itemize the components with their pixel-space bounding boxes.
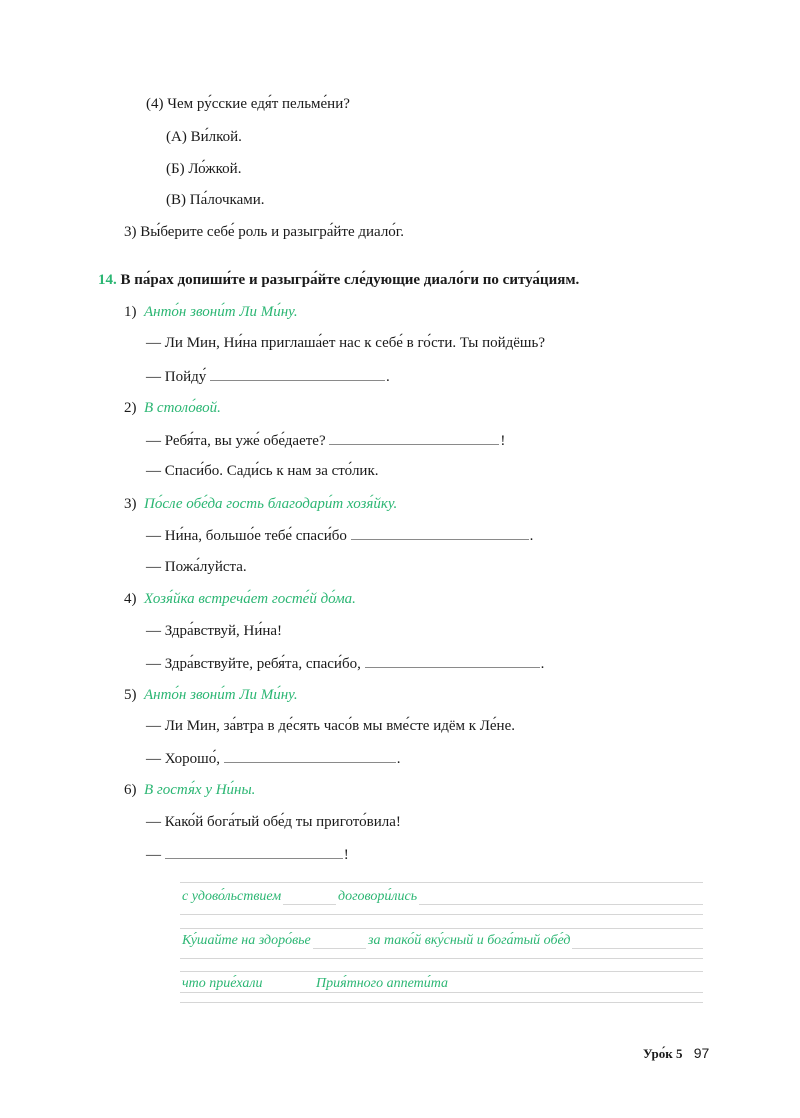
word-chip: за тако́й вку́сный и бога́тый обе́д <box>368 933 571 948</box>
exercise-number: 14. <box>98 272 117 288</box>
ruled-line <box>180 882 703 883</box>
answer-blank[interactable] <box>329 430 499 445</box>
step-3-instruction: 3) Вы́берите себе́ роль и разыгра́йте диало́г. <box>124 224 405 240</box>
word-chip: что прие́хали <box>182 976 263 991</box>
word-bank-row-3 <box>180 976 703 1000</box>
dialog-line-text: — Хорошо́, <box>146 751 220 767</box>
dialog-3-situation-row <box>124 494 397 514</box>
exercise-14-heading <box>98 270 579 290</box>
dialog-situation: Анто́н звони́т Ли Ми́ну. <box>144 687 298 703</box>
word-chip: Ку́шайте на здоро́вье <box>182 933 311 948</box>
page-number: 97 <box>693 1045 710 1061</box>
word-bank-row-1 <box>180 889 703 913</box>
word-bank-row-2 <box>180 933 703 957</box>
dialog-line: — Пожа́луйста. <box>146 559 247 575</box>
dialog-line: — Како́й бога́тый обе́д ты пригото́вила! <box>146 814 401 830</box>
line-end-punct: . <box>529 528 534 544</box>
dialog-line-text: — Пойду́ <box>146 369 207 385</box>
question-4: (4) Чем ру́сские едя́т пельме́ни? <box>146 96 350 112</box>
dialog-situation: В столо́вой. <box>144 400 221 416</box>
word-chip: с удово́льствием <box>182 889 282 904</box>
dialog-line-with-blank <box>146 366 390 387</box>
dialog-line: — Спаси́бо. Сади́сь к нам за сто́лик. <box>146 463 379 479</box>
answer-blank[interactable] <box>224 748 396 763</box>
answer-blank[interactable] <box>210 366 385 381</box>
dialog-situation: В гостя́х у Ни́ны. <box>144 782 256 798</box>
dialog-number: 4) <box>124 591 137 607</box>
answer-blank[interactable] <box>351 525 529 540</box>
ruled-line <box>180 914 703 915</box>
word-chip: договори́лись <box>338 889 418 904</box>
option-c: (В) Па́лочками. <box>166 192 265 208</box>
dialog-line-with-blank <box>146 525 533 546</box>
dialog-2-situation-row <box>124 398 221 418</box>
answer-blank[interactable] <box>365 653 540 668</box>
dialog-line-text: — <box>146 847 161 863</box>
dialog-line-text: — Ребя́та, вы уже́ обе́даете? <box>146 433 326 449</box>
dialog-1-situation-row <box>124 302 298 322</box>
page-footer <box>643 1045 709 1062</box>
dialog-line: — Ли Мин, Ни́на приглаша́ет нас к себе́ в го́сти. Ты пойдёшь? <box>146 335 545 351</box>
answer-blank[interactable] <box>165 844 343 859</box>
dialog-line-with-blank <box>146 430 505 451</box>
dialog-situation: Хозя́йка встреча́ет госте́й до́ма. <box>144 591 356 607</box>
word-chip: Прия́тного аппети́та <box>316 976 449 991</box>
ruled-line <box>180 928 703 929</box>
dialog-6-situation-row <box>124 780 255 800</box>
dialog-number: 2) <box>124 400 137 416</box>
dialog-number: 1) <box>124 304 137 320</box>
line-end-punct: . <box>540 656 545 672</box>
dialog-5-situation-row <box>124 685 298 705</box>
dialog-line: — Ли Мин, за́втра в де́сять часо́в мы вме́сте идём к Ле́не. <box>146 718 515 734</box>
dialog-situation: Анто́н звони́т Ли Ми́ну. <box>144 304 298 320</box>
dialog-number: 6) <box>124 782 137 798</box>
dialog-number: 3) <box>124 496 137 512</box>
dialog-line-with-blank <box>146 844 349 865</box>
dialog-number: 5) <box>124 687 137 703</box>
dialog-line-with-blank <box>146 748 400 769</box>
lesson-label: Уро́к 5 <box>643 1046 683 1061</box>
exercise-title: В па́рах допиши́те и разыгра́йте сле́дующие диало́ги по ситуа́циям. <box>120 272 580 288</box>
line-end-punct: ! <box>343 847 349 863</box>
line-end-punct: ! <box>500 433 506 449</box>
option-b: (Б) Ло́жкой. <box>166 161 242 177</box>
ruled-line <box>180 1002 703 1003</box>
dialog-4-situation-row <box>124 589 356 609</box>
dialog-line-text: — Здра́вствуйте, ребя́та, спаси́бо, <box>146 656 361 672</box>
ruled-line <box>180 958 703 959</box>
dialog-line-with-blank <box>146 653 544 674</box>
ruled-line <box>180 971 703 972</box>
line-end-punct: . <box>386 369 390 385</box>
line-end-punct: . <box>396 751 401 767</box>
option-a: (А) Ви́лкой. <box>166 129 242 145</box>
dialog-line: — Здра́вствуй, Ни́на! <box>146 623 283 639</box>
dialog-situation: По́сле обе́да гость благодари́т хозя́йку. <box>144 496 398 512</box>
dialog-line-text: — Ни́на, большо́е тебе́ спаси́бо <box>146 528 347 544</box>
